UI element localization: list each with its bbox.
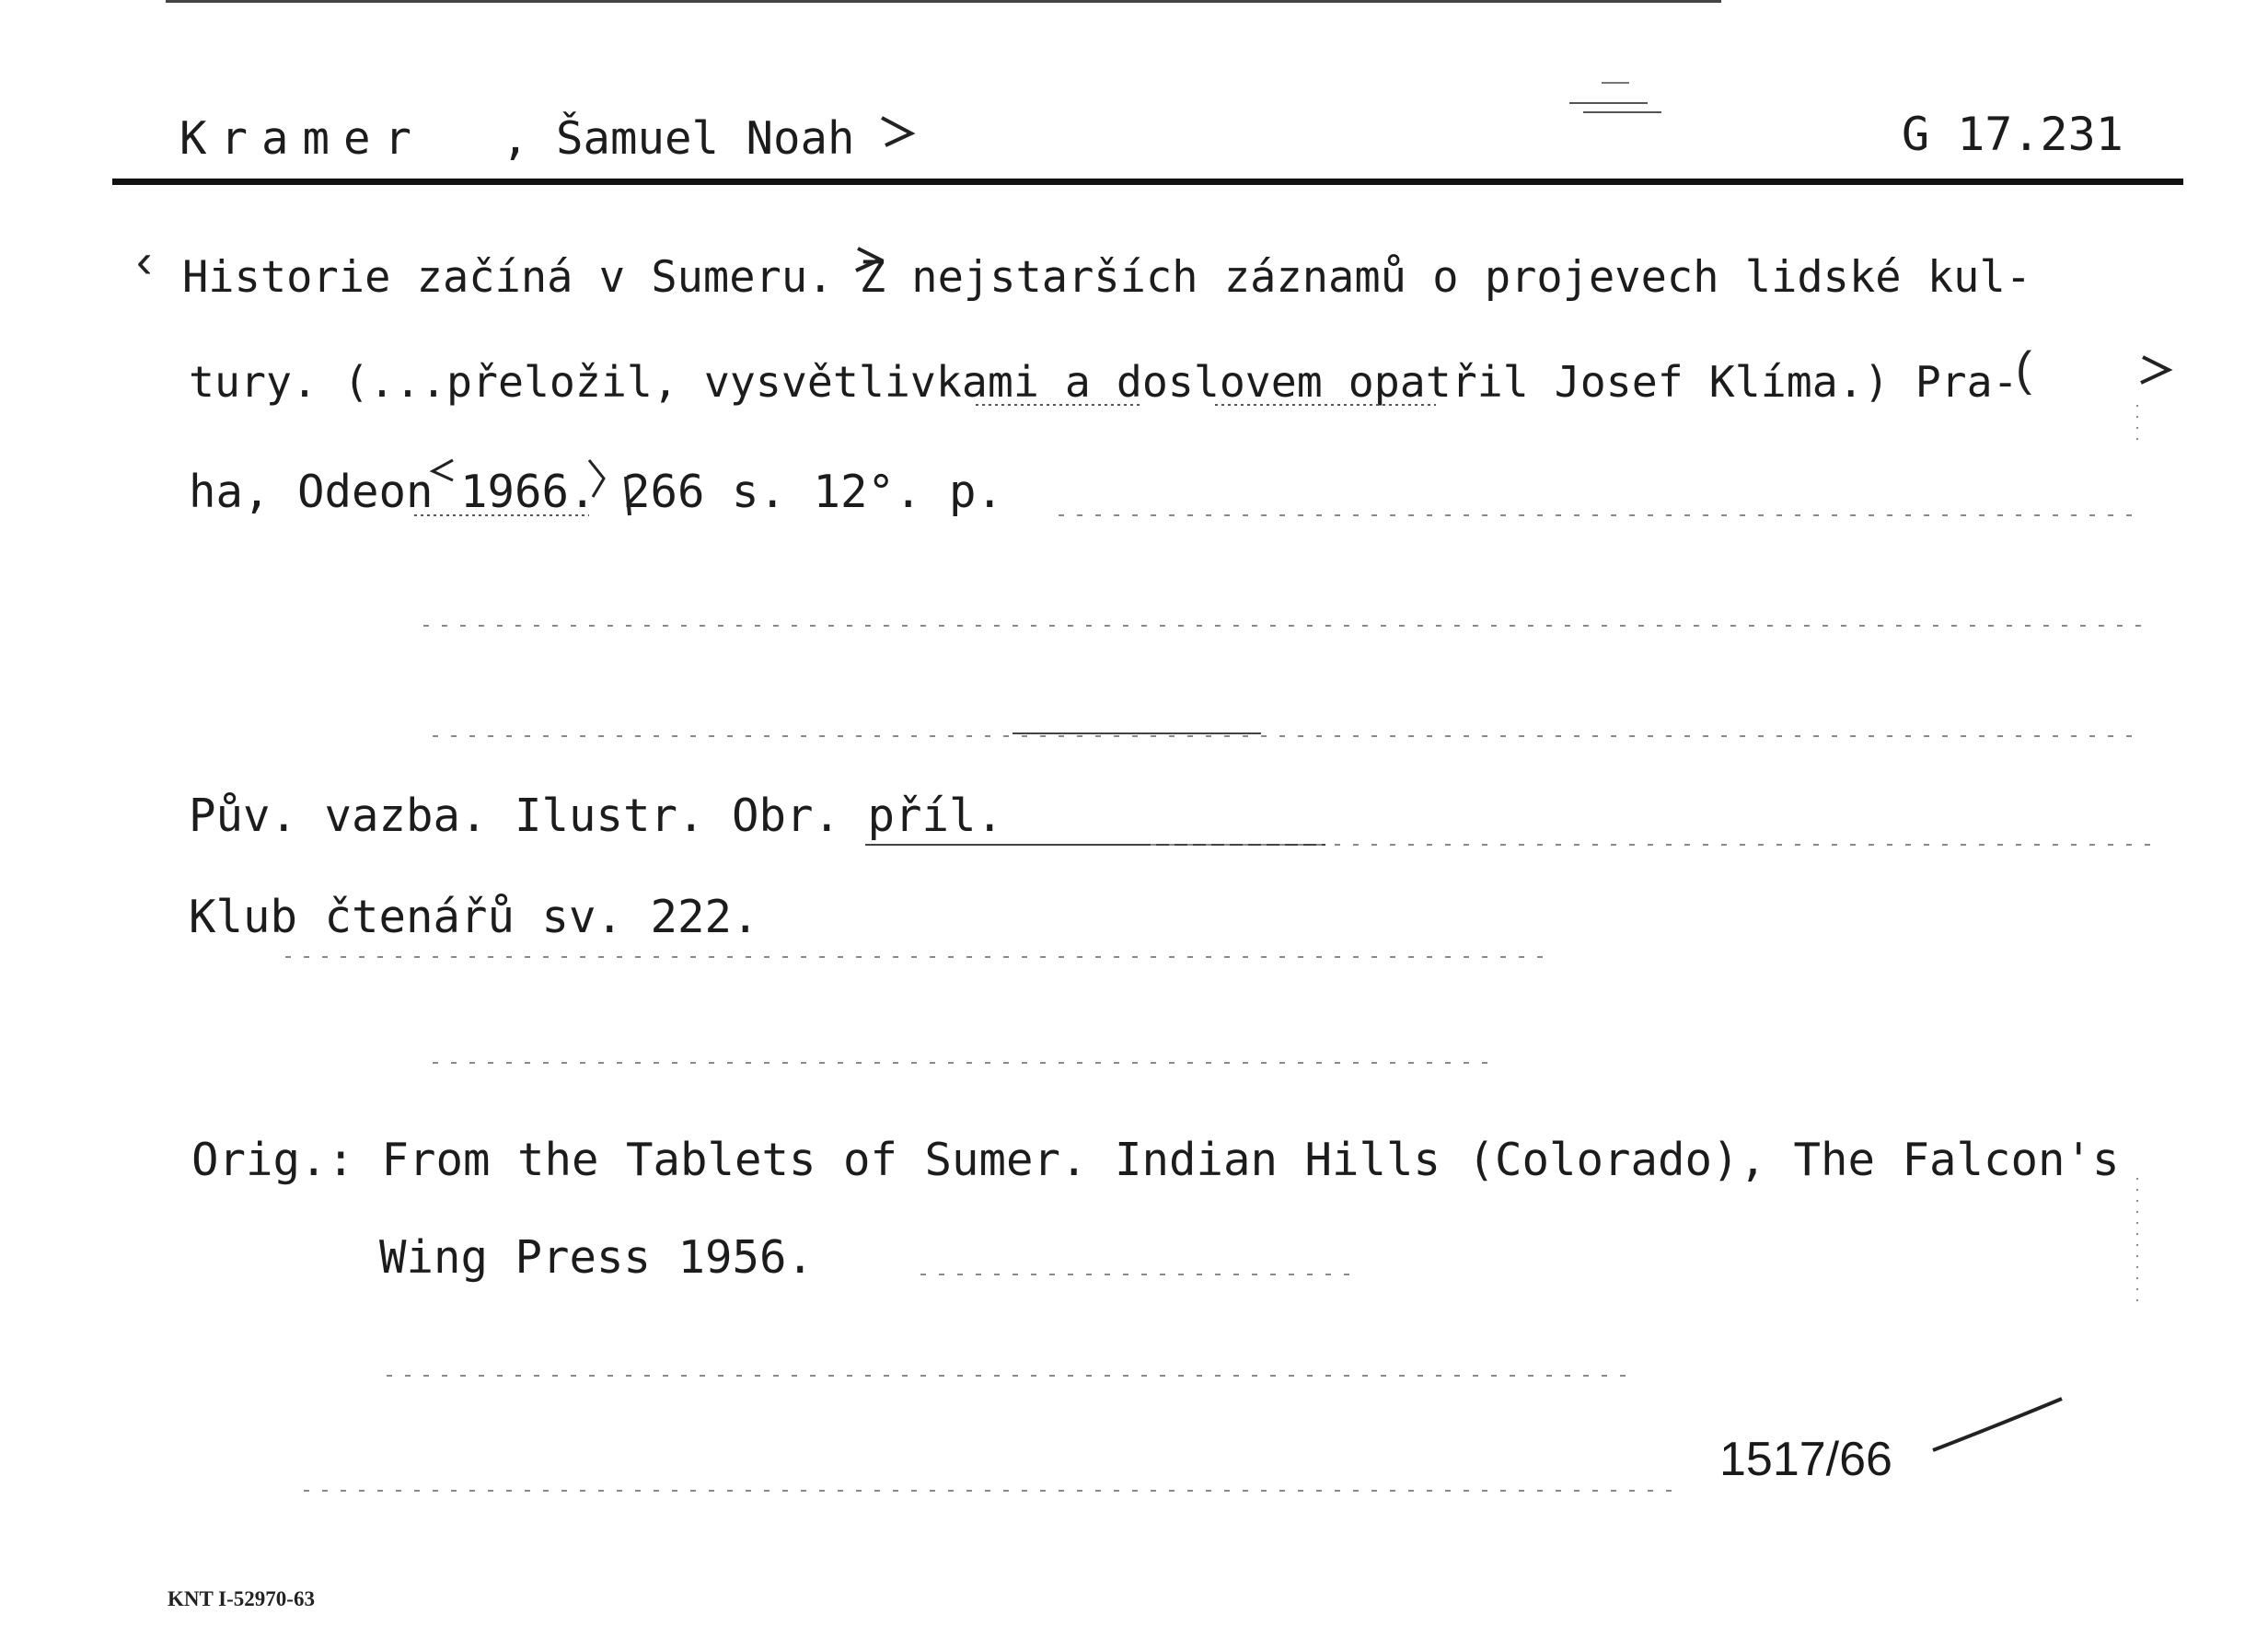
top-edge-rule [166,0,1721,3]
bracket-open-mark: ‹ [136,235,153,288]
original-title-line: Wing Press 1956. [379,1231,815,1284]
title-line: tury. (...přeložil, vysvětlivkami a doslovem opatřil Josef Klíma.) Pra- [189,357,2019,407]
parenthesis-mark: ( [2016,342,2032,396]
heading-rule [112,179,2183,185]
author-given-name: , Šamuel Noah [502,112,855,165]
call-number: G 17.231 [1902,108,2123,161]
title-line: ha, Odeon 1966. 266 s. 12°. p. [189,466,1004,518]
slash-mark [1933,1399,2062,1450]
accession-number: 1517/66 [1719,1433,1892,1486]
note-line: Klub čtenářů sv. 222. [189,891,759,943]
arrow-mark [2141,357,2169,383]
printer-code: KNT I-52970-63 [168,1587,315,1610]
original-title-line: Orig.: From the Tablets of Sumer. Indian Hills (Colorado), The Falcon's [191,1134,2120,1186]
note-line: Pův. vazba. Ilustr. Obr. příl. [189,790,1004,842]
guide-lines [285,515,2154,1491]
arrow-mark [882,118,911,145]
author-surname: Kramer [179,112,426,165]
title-line: Historie začíná v Sumeru. Z nejstarších záznamů o projevech lidské kul- [182,252,2032,303]
